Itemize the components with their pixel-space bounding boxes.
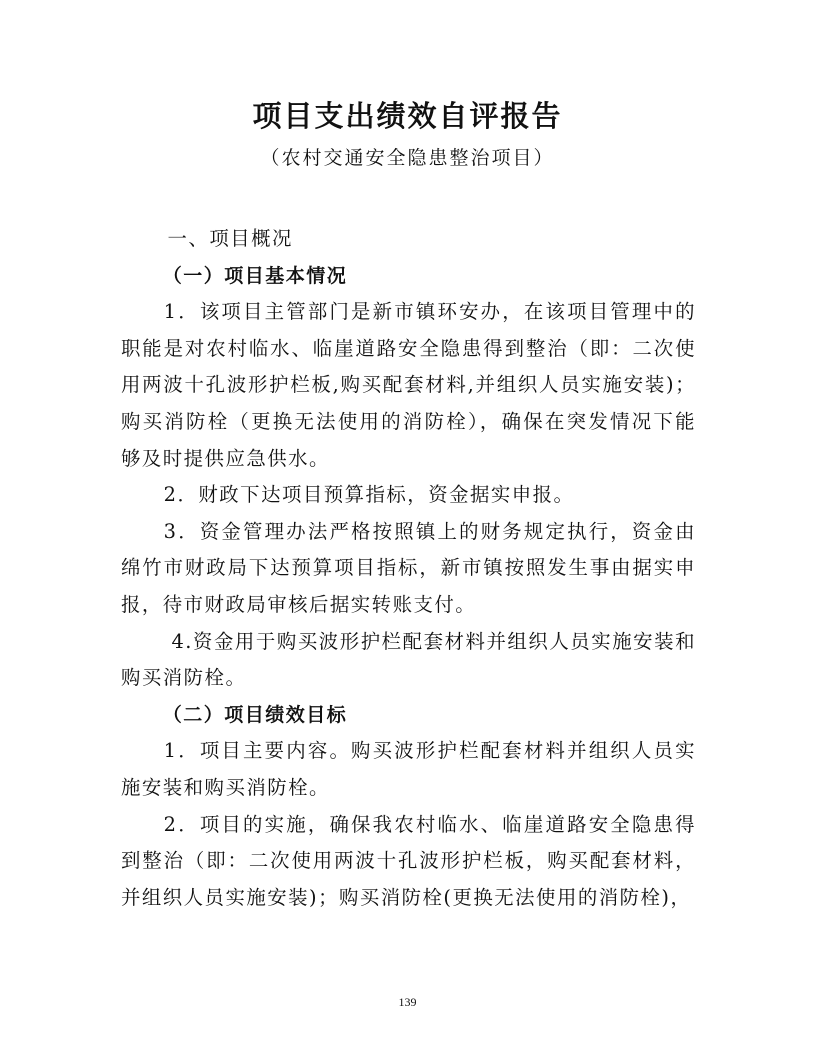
report-subtitle: （农村交通安全隐患整治项目）	[260, 147, 555, 169]
subsection-heading-performance-goals: （二）项目绩效目标	[162, 703, 348, 726]
subsection-heading-basic-info: （一）项目基本情况	[162, 264, 348, 287]
paragraph-goals-2: 2．项目的实施，确保我农村临水、临崖道路安全隐患得到整治（即：二次使用两波十孔波形护栏板，购买配套材料，并组织人员实施安装)；购买消防栓(更换无法使用的消防栓)，	[121, 812, 696, 909]
report-title: 项目支出绩效自评报告	[252, 99, 563, 133]
paragraph-basic-info-3: 3．资金管理办法严格按照镇上的财务规定执行，资金由绵竹市财政局下达预算项目指标，新市镇按照发生事由据实申报，待市财政局审核后据实转账支付。	[121, 519, 696, 616]
report-body	[121, 221, 696, 916]
page-number: 139	[398, 995, 417, 1009]
paragraph-goals-1: 1．项目主要内容。购买波形护栏配套材料并组织人员实施安装和购买消防栓。	[121, 739, 696, 799]
paragraph-basic-info-2: 2．财政下达项目预算指标，资金据实申报。	[163, 483, 575, 507]
paragraph-basic-info-4: 4.资金用于购买波形护栏配套材料并组织人员实施安装和购买消防栓。	[121, 629, 696, 690]
paragraph-basic-info-1: 1．该项目主管部门是新市镇环安办，在该项目管理中的职能是对农村临水、临崖道路安全隐患得到整治（即：二次使用两波十孔波形护栏板,购买配套材料,并组织人员实施安装)；购买消防栓（更换无法使用的消防栓），确保在突发情况下能够及时提供应急供水。	[121, 300, 696, 470]
section-heading-overview: 一、项目概况	[167, 227, 293, 250]
